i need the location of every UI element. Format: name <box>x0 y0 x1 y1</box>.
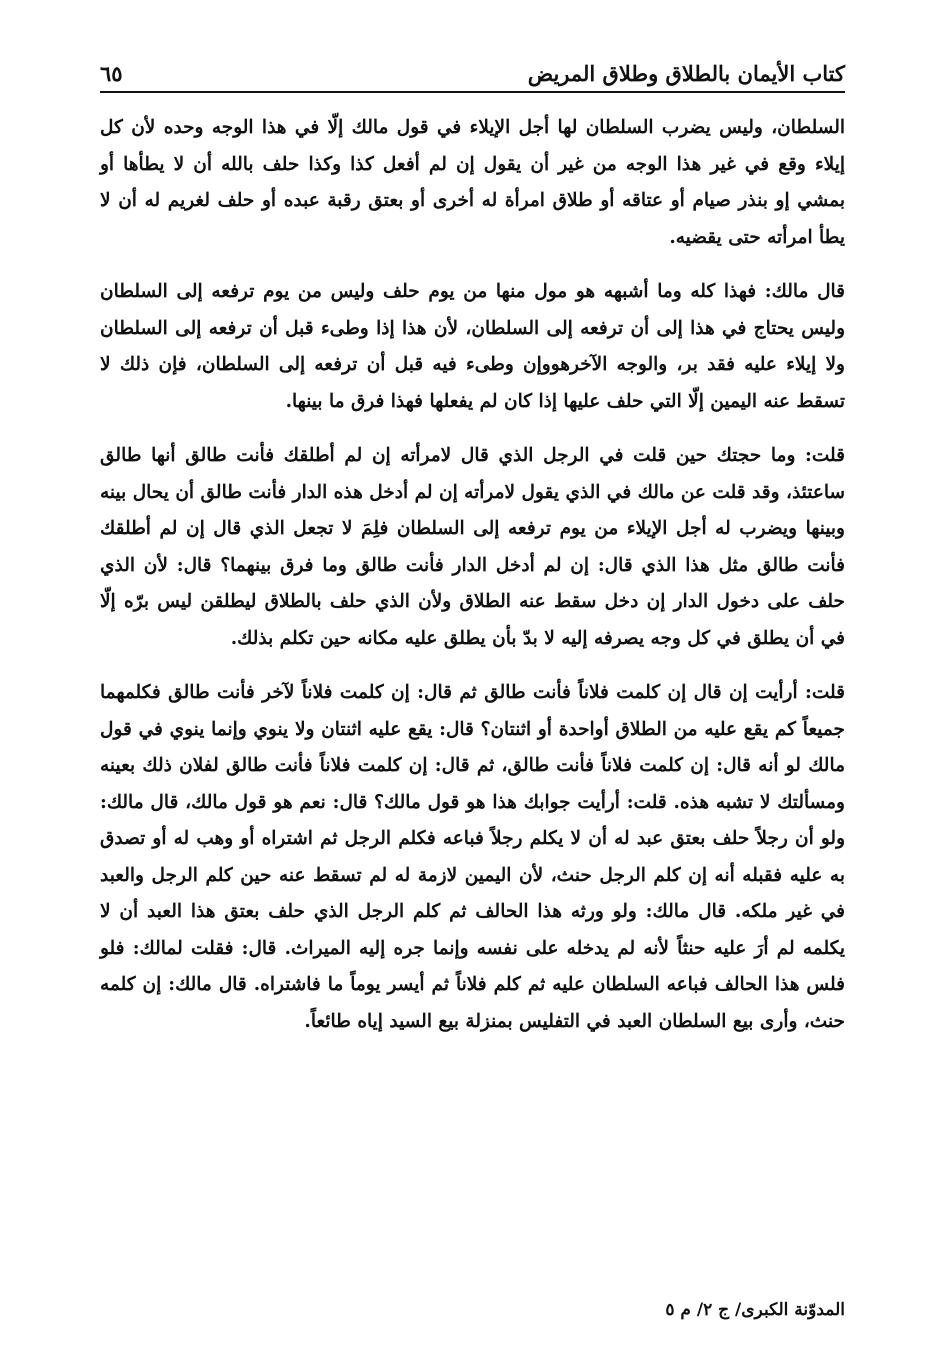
paragraph: قلت: وما حجتك حين قلت في الرجل الذي قال لامرأته إن لم أطلقك فأنت طالق أنها طالق ساعتئذ، وقد قلت عن مالك في الذي يقول لامرأته إن لم أدخل هذه الدار فأنت طالق أن يحال بينه وبينها ويضرب له أجل الإيلاء من يوم ترفعه إلى السلطان فلِمَ لا تجعل الذي قال إن لم أطلقك فأنت طالق مثل هذا الذي قال: إن لم أدخل الدار فأنت طالق وما فرق بينهما؟ قال: لأن الذي حلف على دخول الدار إن دخل سقط عنه الطلاق ولأن الذي حلف بالطلاق ليطلقن ليس برّه إلّا في أن يطلق في كل وجه يصرفه إليه لا بدّ بأن يطلق عليه مكانه حين تكلم بذلك. <box>100 445 845 649</box>
volume-signature: المدوّنة الكبرى/ ج ٢/ م ٥ <box>665 1300 845 1320</box>
paragraph: قال مالك: فهذا كله وما أشبهه هو مول منها من يوم حلف وليس من يوم ترفعه إلى السلطان وليس يحتاج في هذا إلى أن ترفعه إلى السلطان، لأن هذا إذا وطىء قبل أن ترفعه إلى السلطان ولا إيلاء عليه فقد بر، والوجه الآخرهووإن وطىء فيه قبل أن ترفعه إلى السلطان، فإن ذلك لا تسقط عنه اليمين إلّا التي حلف عليها إذا كان لم يفعلها فهذا فرق ما بينها. <box>100 281 845 412</box>
page-footer <box>100 1300 845 1320</box>
paragraph: قلت: أرأيت إن قال إن كلمت فلاناً فأنت طالق ثم قال: إن كلمت فلاناً لآخر فأنت طالق فكلمهما جميعاً كم يقع عليه من الطلاق أواحدة أو اثنتان؟ قال: يقع عليه اثنتان ولا ينوي وإنما ينوي في قول مالك لو أنه قال: إن كلمت فلاناً فأنت طالق، ثم قال: إن كلمت فلاناً فأنت طالق لفلان ذلك بعينه ومسألتك لا تشبه هذه. قلت: أرأيت جوابك هذا هو قول مالك؟ قال: نعم هو قول مالك، قال مالك: ولو أن رجلاً حلف بعتق عبد له أن لا يكلم رجلاً فباعه فكلم الرجل ثم اشتراه أو وهب له أو تصدق به عليه فقبله أنه إن كلم الرجل حنث، لأن اليمين لازمة له لم تسقط عنه حين كلم الرجل والعبد في غير ملكه. قال مالك: ولو ورثه هذا الحالف ثم كلم الرجل الذي حلف بعتق هذا العبد أن لا يكلمه لم أرَ عليه حنثاً لأنه لم يدخله على نفسه وإنما جره إليه الميراث. قال: فقلت لمالك: فلو فلس هذا الحالف فباعه السلطان عليه ثم كلم فلاناً ثم أيسر يوماً ما فاشتراه. قال مالك: إن كلمه حنث، وأرى بيع السلطان العبد في التفليس بمنزلة بيع السيد إياه طائعاً. <box>100 682 845 1032</box>
running-title: كتاب الأيمان بالطلاق وطلاق المريض <box>527 60 845 86</box>
page-header <box>100 56 845 90</box>
page-number: ٦٥ <box>100 60 123 86</box>
body-text <box>100 110 845 1058</box>
paragraph: السلطان، وليس يضرب السلطان لها أجل الإيلاء في قول مالك إلّا في هذا الوجه وحده لأن كل إيلاء وقع في غير هذا الوجه من غير أن يقول إن لم أفعل كذا وكذا حلف بالله أن لا يطأها أو بمشي إو بنذر صيام أو عتاقه أو طلاق امرأة له أخرى أو بعتق رقبة عبده أو حلف لغريم له أن لا يطأ امرأته حتى يقضيه. <box>100 117 845 248</box>
header-rule <box>100 91 845 93</box>
